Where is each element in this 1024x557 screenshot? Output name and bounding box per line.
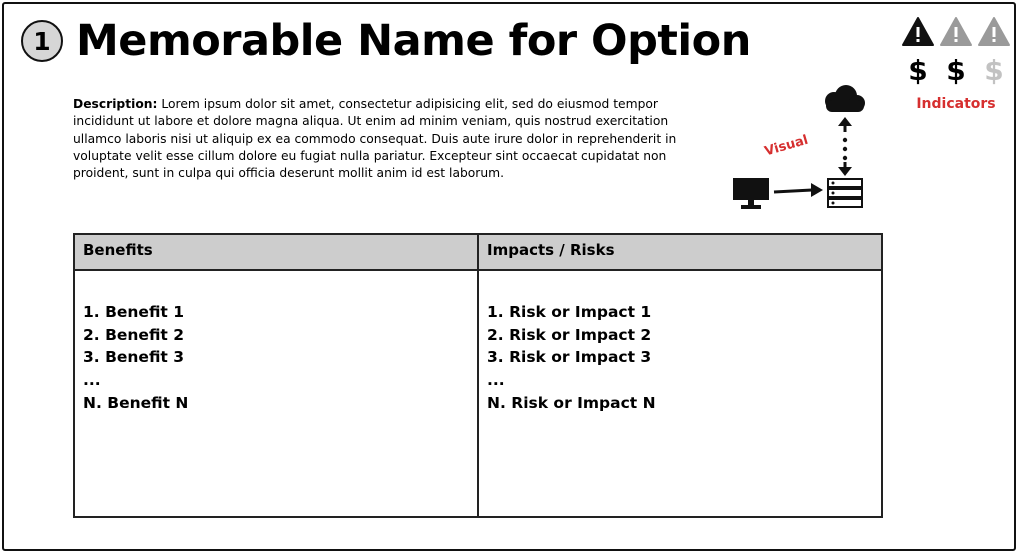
- list-item: 3. Risk or Impact 3: [487, 348, 652, 367]
- indicators-panel: [897, 16, 1013, 122]
- arrow-down-icon: [838, 162, 852, 176]
- list-item: 1. Benefit 1: [83, 303, 185, 321]
- description-label: Description:: [73, 97, 158, 111]
- architecture-visual: [726, 82, 876, 214]
- cloud-icon: [825, 85, 865, 112]
- list-item: N. Risk or Impact N: [487, 393, 656, 412]
- page-title: Memorable Name for Option: [76, 16, 751, 66]
- list-item: ...: [487, 371, 505, 390]
- description-text: Lorem ipsum dolor sit amet, consectetur adipisicing elit, sed do eiusmod tempor incididunt ut labore et dolore magna aliqua. Ut enim ad minim veniam, quis nostrud exercitation ullamco laboris nisi ut aliquip ex ea commodo consequat. Duis aute irure dolor in reprehenderit in voluptate velit esse cillum dolore eu fugiat nulla pariatur. Excepteur sint occaecat cupidatat non proident, sunt in culpa qui officia deserunt mollit anim id est laborum.: [73, 97, 677, 181]
- benefits-list: [73, 271, 479, 518]
- indicators-label: Indicators: [916, 96, 996, 112]
- list-item: ...: [83, 371, 101, 390]
- risks-panel: [477, 233, 883, 518]
- list-item: 3. Benefit 3: [83, 348, 185, 367]
- benefits-panel: [73, 233, 479, 518]
- arrow-right-icon: [774, 183, 823, 197]
- warning-icon: [901, 16, 935, 48]
- server-icon: [828, 179, 862, 207]
- list-item: 2. Benefit 2: [83, 325, 185, 344]
- warning-icon: [939, 16, 973, 48]
- dollar-icon: $: [984, 54, 1004, 87]
- benefits-header: Benefits: [73, 233, 479, 271]
- arrow-up-icon: [838, 117, 852, 132]
- option-number: 1: [33, 26, 51, 56]
- list-item: 1. Risk or Impact 1: [487, 303, 652, 321]
- dotted-connector: [843, 138, 847, 160]
- monitor-icon: [733, 178, 769, 209]
- dollar-icon: $: [946, 54, 966, 87]
- list-item: 2. Risk or Impact 2: [487, 325, 652, 344]
- visual-label: Visual: [763, 132, 810, 160]
- risks-header: Impacts / Risks: [477, 233, 883, 271]
- option-number-badge: [21, 20, 63, 62]
- risks-list: [477, 271, 883, 518]
- dollar-icon: $: [908, 54, 928, 87]
- description: [73, 96, 705, 182]
- warning-icon: [977, 16, 1011, 48]
- list-item: N. Benefit N: [83, 393, 189, 412]
